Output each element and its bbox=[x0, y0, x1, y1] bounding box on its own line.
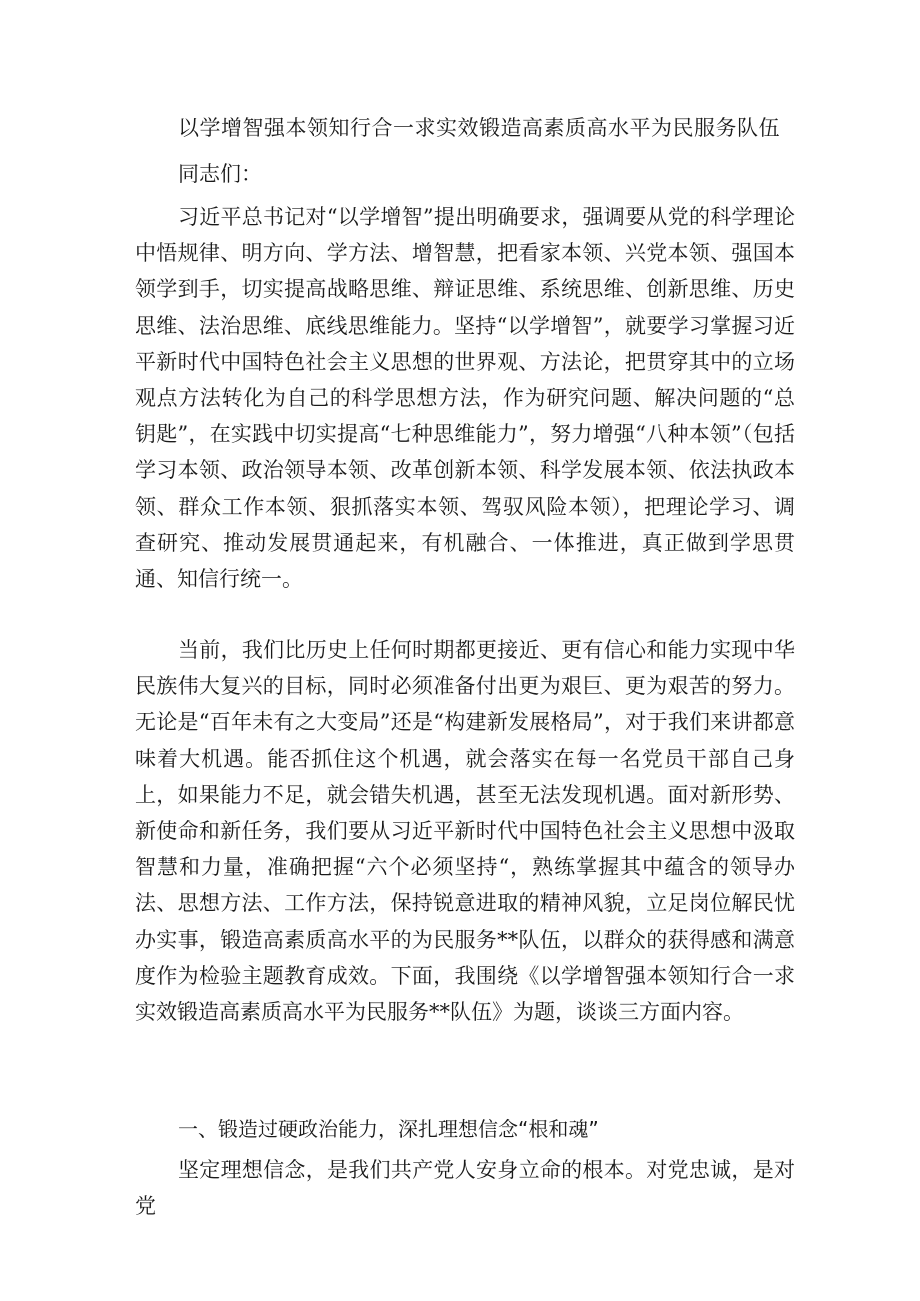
paragraph-1: 习近平总书记对“以学增智”提出明确要求，强调要从党的科学理论中悟规律、明方向、学方法、增智慧，把看家本领、兴党本领、强国本领学到手，切实提高战略思维、辩证思维、系统思维、创新思维、历史思维、法治思维、底线思维能力。坚持“以学增智”，就要学习掌握习近平新时代中国特色社会主义思想的世界观、方法论，把贯穿其中的立场观点方法转化为自己的科学思想方法，作为研究问题、解决问题的“总钥匙”，在实践中切实提高“七种思维能力”，努力增强“八种本领”（包括学习本领、政治领导本领、改革创新本领、科学发展本领、依法执政本领、群众工作本领、狠抓落实本领、驾驭风险本领），把理论学习、调查研究、推动发展贯通起来，有机融合、一体推进，真正做到学思贯通、知信行统一。 bbox=[135, 205, 795, 592]
document-title: 以学增智强本领知行合一求实效锻造高素质高水平为民服务队伍 bbox=[178, 116, 780, 140]
paragraph-3: 坚定理想信念，是我们共产党人安身立命的根本。对党忠诚，是对党 bbox=[135, 1158, 795, 1219]
salutation: 同志们： bbox=[178, 162, 262, 186]
section-heading: 一、锻造过硬政治能力，深扎理想信念“根和魂” bbox=[178, 1117, 599, 1141]
paragraph-2: 当前，我们比历史上任何时期都更接近、更有信心和能力实现中华民族伟大复兴的目标，同时必须准备付出更为艰巨、更为艰苦的努力。无论是“百年未有之大变局”还是“构建新发展格局”，对于我们来讲都意味着大机遇。能否抓住这个机遇，就会落实在每一名党员干部自己身上，如果能力不足，就会错失机遇，甚至无法发现机遇。面对新形势、新使命和新任务，我们要从习近平新时代中国特色社会主义思想中汲取智慧和力量，准确把握“六个必须坚持“，熟练掌握其中蕴含的领导办法、思想方法、工作方法，保持锐意进取的精神风貌，立足岗位解民忧办实事，锻造高素质高水平的为民服务**队伍，以群众的获得感和满意度作为检验主题教育成效。下面，我围绕《以学增智强本领知行合一求实效锻造高素质高水平为民服务**队伍》为题，谈谈三方面内容。 bbox=[135, 638, 795, 1025]
